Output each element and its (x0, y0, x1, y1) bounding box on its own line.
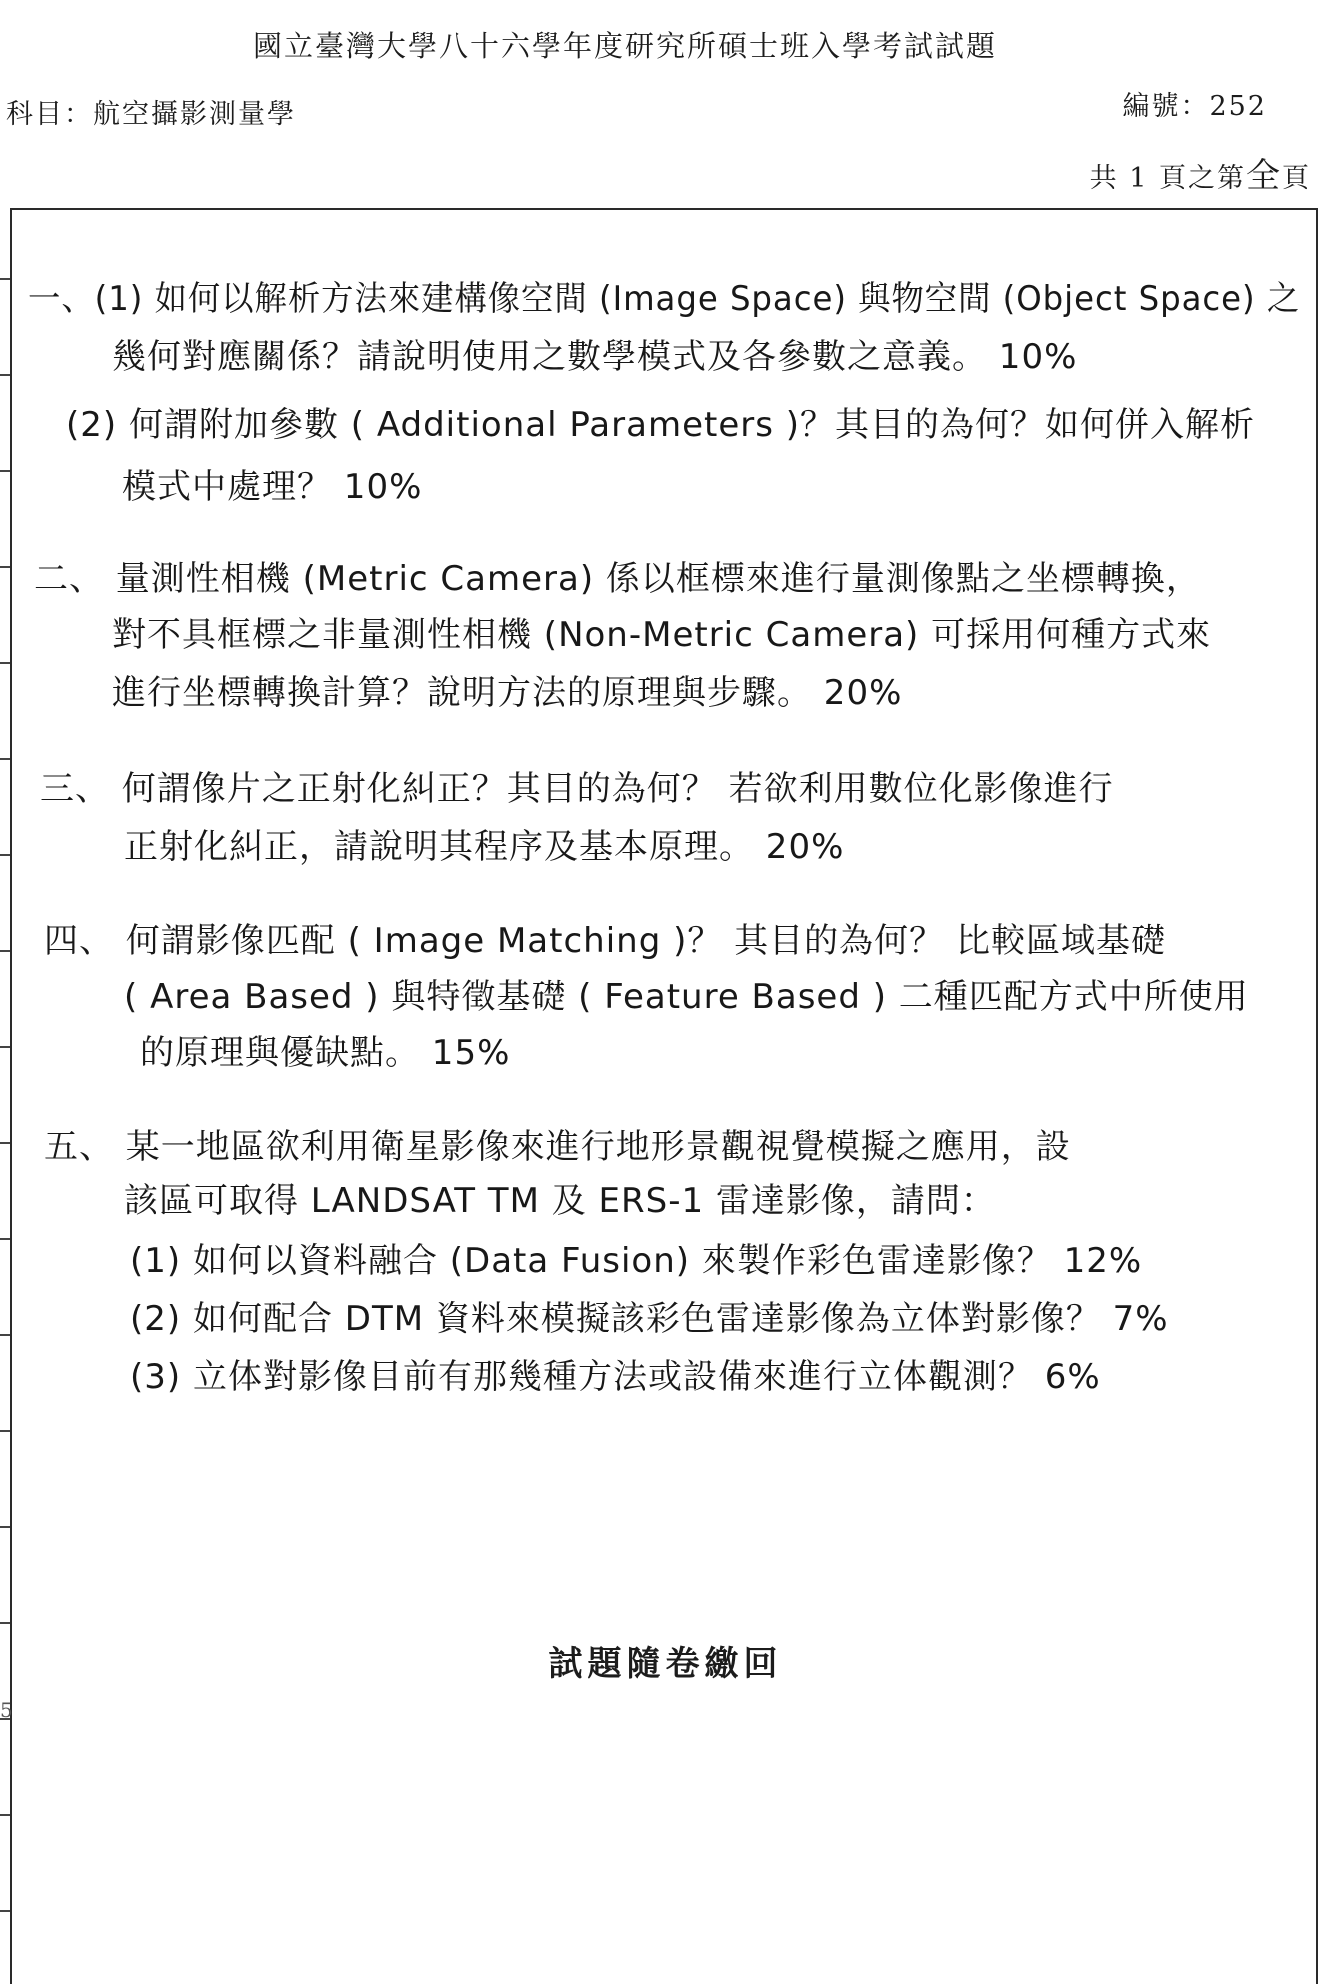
question-1-line-4: 模式中處理？ 10% (122, 467, 423, 507)
margin-mark: 5 (0, 1698, 13, 1722)
page-count-prefix: 共 1 頁之第 (1089, 163, 1246, 194)
margin-tick (0, 566, 10, 568)
question-5-line-4: (2) 如何配合 DTM 資料來模擬該彩色雷達影像為立体對影像？ 7% (130, 1299, 1169, 1339)
page-count-suffix: 頁 (1282, 163, 1311, 194)
question-4-line-1: 四、 何謂影像匹配 ( Image Matching )？ 其目的為何？ 比較區域基礎 (44, 921, 1166, 961)
margin-tick (0, 374, 10, 376)
question-5-line-2: 該區可取得 LANDSAT TM 及 ERS-1 雷達影像，請問： (124, 1181, 996, 1221)
margin-tick (0, 1334, 10, 1336)
question-1-line-2: 幾何對應關係？請說明使用之數學模式及各參數之意義。 10% (112, 337, 1078, 377)
margin-tick (0, 1526, 10, 1528)
margin-tick (0, 1430, 10, 1432)
subject-label: 科目：航空攝影測量學 (6, 99, 296, 130)
page-count (1090, 148, 1311, 197)
question-5-line-5: (3) 立体對影像目前有那幾種方法或設備來進行立体觀測？ 6% (130, 1357, 1101, 1397)
question-4-line-3: 的原理與優缺點。 15% (140, 1033, 511, 1073)
question-2-line-2: 對不具框標之非量測性相機 (Non-Metric Camera) 可採用何種方式來 (112, 615, 1212, 655)
page-count-handwritten: 全 (1246, 156, 1282, 196)
margin-tick (0, 1046, 10, 1048)
margin-tick (0, 1238, 10, 1240)
question-5-line-3: (1) 如何以資料融合 (Data Fusion) 來製作彩色雷達影像？ 12% (130, 1241, 1143, 1281)
question-4-line-2: ( Area Based ) 與特徵基礎 ( Feature Based ) 二種匹配方式中所使用 (124, 977, 1249, 1017)
question-3-line-1: 三、 何謂像片之正射化糾正？其目的為何？ 若欲利用數位化影像進行 (40, 769, 1114, 809)
question-2-line-3: 進行坐標轉換計算？說明方法的原理與步驟。 20% (112, 673, 903, 713)
exam-title: 國立臺灣大學八十六學年度研究所碩士班入學考試試題 (252, 29, 997, 63)
return-paper-note: 試題隨卷繳回 (548, 1644, 783, 1684)
question-2-line-1: 二、 量測性相機 (Metric Camera) 係以框標來進行量測像點之坐標轉換， (34, 559, 1201, 599)
margin-tick (0, 278, 10, 280)
margin-tick (0, 1910, 10, 1912)
margin-tick (0, 950, 10, 952)
question-3-line-2: 正射化糾正，請說明其程序及基本原理。 20% (124, 827, 845, 867)
margin-tick (0, 1814, 10, 1816)
question-1-line-1: 一、(1) 如何以解析方法來建構像空間 (Image Space) 與物空間 (Object Space) 之 (28, 279, 1301, 319)
margin-tick (0, 470, 10, 472)
question-1-line-3: (2) 何謂附加參數 ( Additional Parameters )？其目的為何？如何併入解析 (66, 405, 1256, 445)
margin-tick (0, 662, 10, 664)
margin-tick (0, 1142, 10, 1144)
margin-tick (0, 758, 10, 760)
exam-code: 編號：252 (1122, 91, 1267, 122)
margin-tick (0, 854, 10, 856)
margin-tick (0, 1622, 10, 1624)
question-5-line-1: 五、 某一地區欲利用衛星影像來進行地形景觀視覺模擬之應用，設 (44, 1127, 1071, 1167)
